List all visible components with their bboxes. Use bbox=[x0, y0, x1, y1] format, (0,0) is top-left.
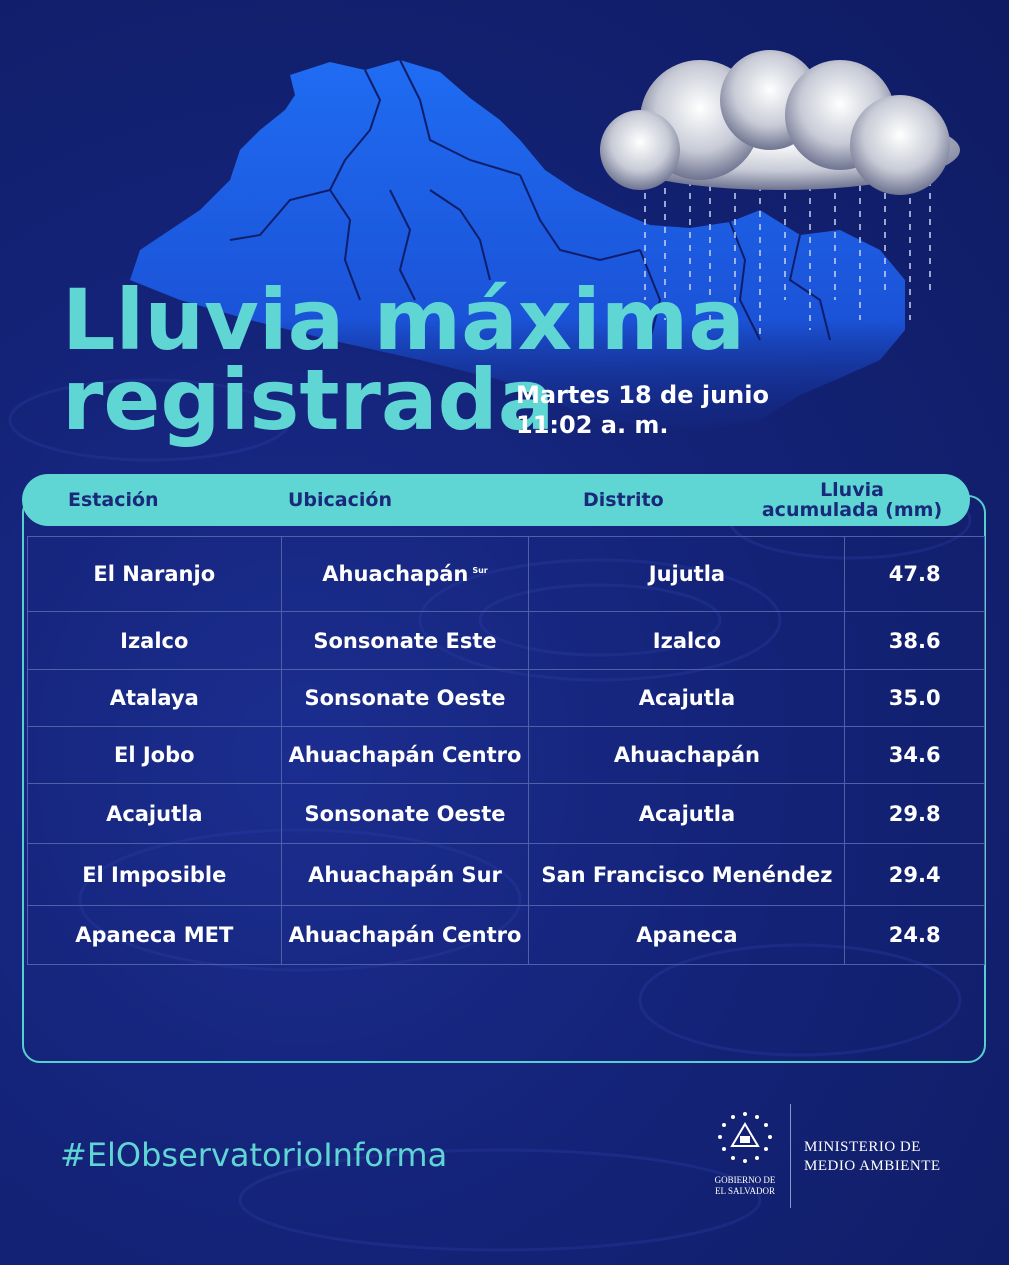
header-station: Estación bbox=[68, 489, 159, 511]
location-sup: Sur bbox=[472, 566, 488, 575]
coat-of-arms-icon bbox=[710, 1108, 780, 1170]
district-cell: San Francisco Menéndez bbox=[529, 844, 845, 906]
title-line-1: Lluvia máxima bbox=[62, 271, 745, 369]
station-cell: El Jobo bbox=[28, 727, 282, 784]
header-rain-line2: acumulada (mm) bbox=[761, 499, 943, 521]
location-cell: Ahuachapán $^{Sur}$ bbox=[281, 537, 529, 612]
header-rain-line1: Lluvia bbox=[820, 479, 884, 501]
location-cell: Ahuachapán Centro bbox=[281, 727, 529, 784]
table-row bbox=[28, 727, 985, 784]
station-cell: El Naranjo bbox=[28, 537, 282, 612]
table-row bbox=[28, 844, 985, 906]
rain-cell: 35.0 bbox=[845, 670, 985, 727]
location-cell: Sonsonate Este bbox=[281, 612, 529, 670]
station-cell: El Imposible bbox=[28, 844, 282, 906]
district-cell: Izalco bbox=[529, 612, 845, 670]
rain-cloud-icon bbox=[600, 50, 960, 195]
table-row bbox=[28, 670, 985, 727]
location-cell: Ahuachapán Sur bbox=[281, 844, 529, 906]
station-cell: Apaneca MET bbox=[28, 906, 282, 965]
header-rain bbox=[752, 474, 952, 526]
gov-line-2: EL SALVADOR bbox=[715, 1186, 775, 1196]
rain-cell: 29.8 bbox=[845, 784, 985, 844]
rain-cell: 24.8 bbox=[845, 906, 985, 965]
gov-line-1: GOBIERNO DE bbox=[714, 1175, 776, 1185]
district-cell: Acajutla bbox=[529, 784, 845, 844]
government-logo bbox=[700, 1108, 790, 1197]
location-cell: Ahuachapán Centro bbox=[281, 906, 529, 965]
station-cell: Acajutla bbox=[28, 784, 282, 844]
report-time: 11:02 a. m. bbox=[516, 411, 669, 439]
district-cell: Apaneca bbox=[529, 906, 845, 965]
rain-cell: 38.6 bbox=[845, 612, 985, 670]
district-cell: Ahuachapán bbox=[529, 727, 845, 784]
ministry-line-2: MEDIO AMBIENTE bbox=[804, 1158, 941, 1174]
header-district: Distrito bbox=[583, 489, 664, 511]
ministry-line-1: MINISTERIO DE bbox=[804, 1139, 921, 1155]
location-cell: Sonsonate Oeste bbox=[281, 784, 529, 844]
rainfall-table bbox=[27, 536, 985, 965]
report-date bbox=[516, 380, 769, 440]
report-day: Martes 18 de junio bbox=[516, 381, 769, 409]
station-cell: Atalaya bbox=[28, 670, 282, 727]
district-cell: Acajutla bbox=[529, 670, 845, 727]
hashtag: #ElObservatorioInforma bbox=[60, 1136, 448, 1174]
table-header bbox=[22, 474, 970, 526]
station-cell: Izalco bbox=[28, 612, 282, 670]
ministry-name bbox=[804, 1138, 941, 1176]
rain-cell: 29.4 bbox=[845, 844, 985, 906]
logo-divider bbox=[790, 1104, 791, 1208]
header-location: Ubicación bbox=[288, 489, 392, 511]
table-row bbox=[28, 784, 985, 844]
table-row bbox=[28, 537, 985, 612]
table-row bbox=[28, 906, 985, 965]
rain-cell: 47.8 bbox=[845, 537, 985, 612]
district-cell: Jujutla bbox=[529, 537, 845, 612]
table-row bbox=[28, 612, 985, 670]
title-line-2: registrada bbox=[62, 351, 555, 449]
rain-cell: 34.6 bbox=[845, 727, 985, 784]
location-cell: Sonsonate Oeste bbox=[281, 670, 529, 727]
